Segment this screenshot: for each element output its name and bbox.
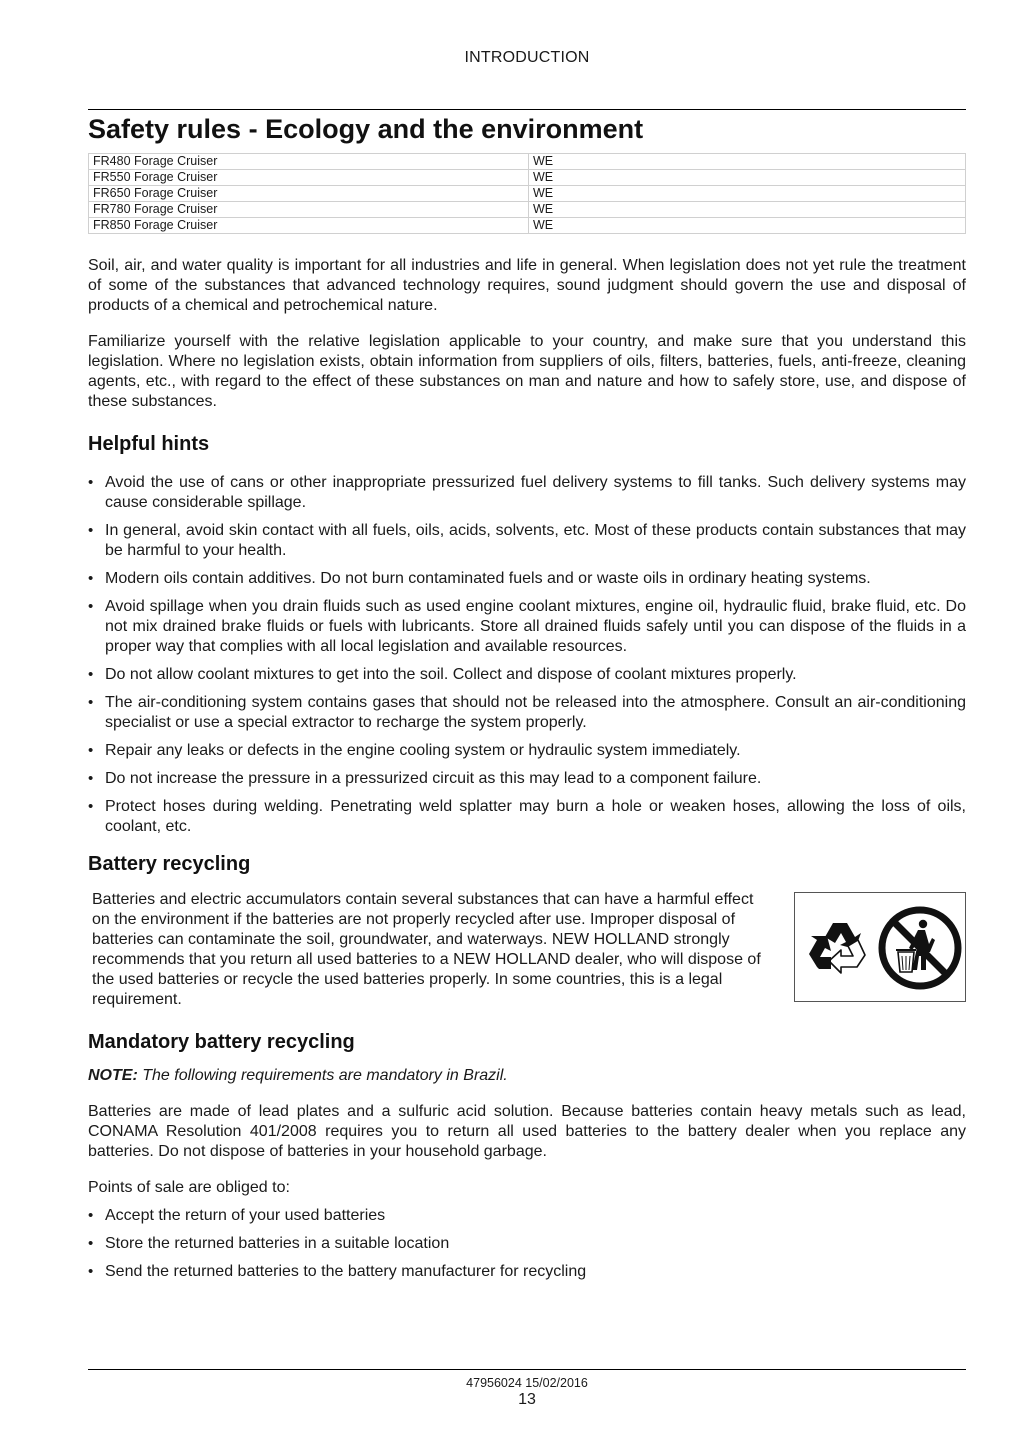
battery-section <box>88 890 966 1020</box>
no-trash-disposal-icon <box>882 910 958 986</box>
list-item: • In general, avoid skin contact with all fuels, oils, acids, solvents, etc. Most of these products contain substances that may be harmful to your health. <box>88 522 966 559</box>
footer-rule <box>88 1369 966 1370</box>
list-item: • Modern oils contain additives. Do not burn contaminated fuels and or waste oils in ordinary heating systems. <box>88 570 871 587</box>
market-cell: WE <box>529 202 966 218</box>
bullet-icon: • <box>88 770 94 787</box>
table-row <box>89 170 966 186</box>
battery-recycling-heading: Battery recycling <box>88 853 251 875</box>
model-name-cell: FR550 Forage Cruiser <box>89 170 529 186</box>
recycle-figure-svg <box>795 893 965 1001</box>
list-item: • Do not allow coolant mixtures to get into the soil. Collect and dispose of coolant mixtures properly. <box>88 666 797 683</box>
list-item: • Store the returned batteries in a suitable location <box>88 1235 450 1252</box>
page-number: 13 <box>518 1391 536 1408</box>
bullet-icon: • <box>88 1263 94 1280</box>
list-item: • Avoid spillage when you drain fluids such as used engine coolant mixtures, engine oil, hydraulic fluid, brake fluid, etc. Do not mix drained brake fluids or fuels with lubricants. Store all drained fluids safely until you can dispose of the fluids in a proper way that complies with all local legislation and available resources. <box>88 598 966 655</box>
helpful-hints-list <box>88 473 966 837</box>
list-item: • Repair any leaks or defects in the engine cooling system or hydraulic system immediately. <box>88 742 741 759</box>
bullet-icon: • <box>88 666 94 683</box>
bullet-icon: • <box>88 1207 94 1224</box>
table-row <box>89 218 966 234</box>
table-row <box>89 186 966 202</box>
main-content <box>88 256 966 1290</box>
market-cell: WE <box>529 154 966 170</box>
market-cell: WE <box>529 218 966 234</box>
footer-doc-reference: 47956024 15/02/2016 <box>466 1376 588 1390</box>
bullet-icon: • <box>88 522 94 539</box>
list-item: • Protect hoses during welding. Penetrating weld splatter may burn a hole or weaken hoses, allowing the loss of oils, coolant, etc. <box>88 798 966 835</box>
market-cell: WE <box>529 186 966 202</box>
model-name-cell: FR650 Forage Cruiser <box>89 186 529 202</box>
bullet-icon: • <box>88 570 94 587</box>
bullet-icon: • <box>88 694 94 711</box>
model-name-cell: FR480 Forage Cruiser <box>89 154 529 170</box>
recycle-icon <box>809 923 865 973</box>
mandatory-recycling-heading: Mandatory battery recycling <box>88 1031 355 1053</box>
bullet-icon: • <box>88 1235 94 1252</box>
helpful-hints-heading: Helpful hints <box>88 433 210 455</box>
page-title: Safety rules - Ecology and the environment <box>88 114 644 144</box>
market-cell: WE <box>529 170 966 186</box>
header-rule <box>88 109 966 110</box>
list-item: • Send the returned batteries to the battery manufacturer for recycling <box>88 1263 587 1280</box>
points-of-sale-intro: Points of sale are obliged to: <box>88 1179 290 1196</box>
model-table <box>88 153 966 234</box>
list-item: • The air-conditioning system contains gases that should not be released into the atmosphere. Consult an air-conditioning specialist or use a special extractor to recharge the system properly. <box>88 694 966 731</box>
bullet-icon: • <box>88 474 94 491</box>
model-name-cell: FR780 Forage Cruiser <box>89 202 529 218</box>
battery-recycling-figure <box>794 892 966 1002</box>
bullet-icon: • <box>88 598 94 615</box>
mandatory-paragraph: Batteries are made of lead plates and a sulfuric acid solution. Because batteries contain heavy metals such as lead, CONAMA Resolution 401/2008 requires you to return all used batteries to the battery dealer when you replace any batteries. Do not dispose of batteries in your household garbage. <box>88 1103 966 1160</box>
intro-paragraph: Familiarize yourself with the relative legislation applicable to your country, and make sure that you understand this legislation. Where no legislation exists, obtain information from suppliers of oils, filters, batteries, fuels, anti-freeze, cleaning agents, etc., with regard to the effect of these substances on man and nature and how to safely store, use, and dispose of these substances. <box>88 333 966 410</box>
list-item: • Avoid the use of cans or other inappropriate pressurized fuel delivery systems to fill tanks. Such delivery systems may cause considerable spillage. <box>88 474 966 511</box>
bullet-icon: • <box>88 798 94 815</box>
intro-paragraph: Soil, air, and water quality is important for all industries and life in general. When legislation does not yet rule the treatment of some of the substances that advanced technology requires, sound judgment should govern the use and disposal of products of a chemical and petrochemical nature. <box>88 257 966 314</box>
table-row <box>89 202 966 218</box>
model-name-cell: FR850 Forage Cruiser <box>89 218 529 234</box>
points-of-sale-list <box>88 1206 966 1282</box>
note-paragraph <box>88 1066 966 1086</box>
list-item: • Accept the return of your used batteries <box>88 1207 386 1224</box>
battery-paragraph: Batteries and electric accumulators contain several substances that can have a harmful effect on the environment if the batteries are not properly recycled after use. Improper disposal of batteries can contaminate the soil, groundwater, and waterways. NEW HOLLAND strongly recommends that you return all used batteries to a NEW HOLLAND dealer, who will dispose of the used batteries or recycle the used batteries properly. In some countries, this is a legal requirement. <box>92 891 761 1008</box>
list-item: • Do not increase the pressure in a pressurized circuit as this may lead to a component failure. <box>88 770 762 787</box>
note-text: The following requirements are mandatory in Brazil. <box>137 1067 508 1084</box>
page-header-section: INTRODUCTION <box>464 49 590 66</box>
table-row <box>89 154 966 170</box>
note-label: NOTE: <box>88 1067 138 1084</box>
bullet-icon: • <box>88 742 94 759</box>
